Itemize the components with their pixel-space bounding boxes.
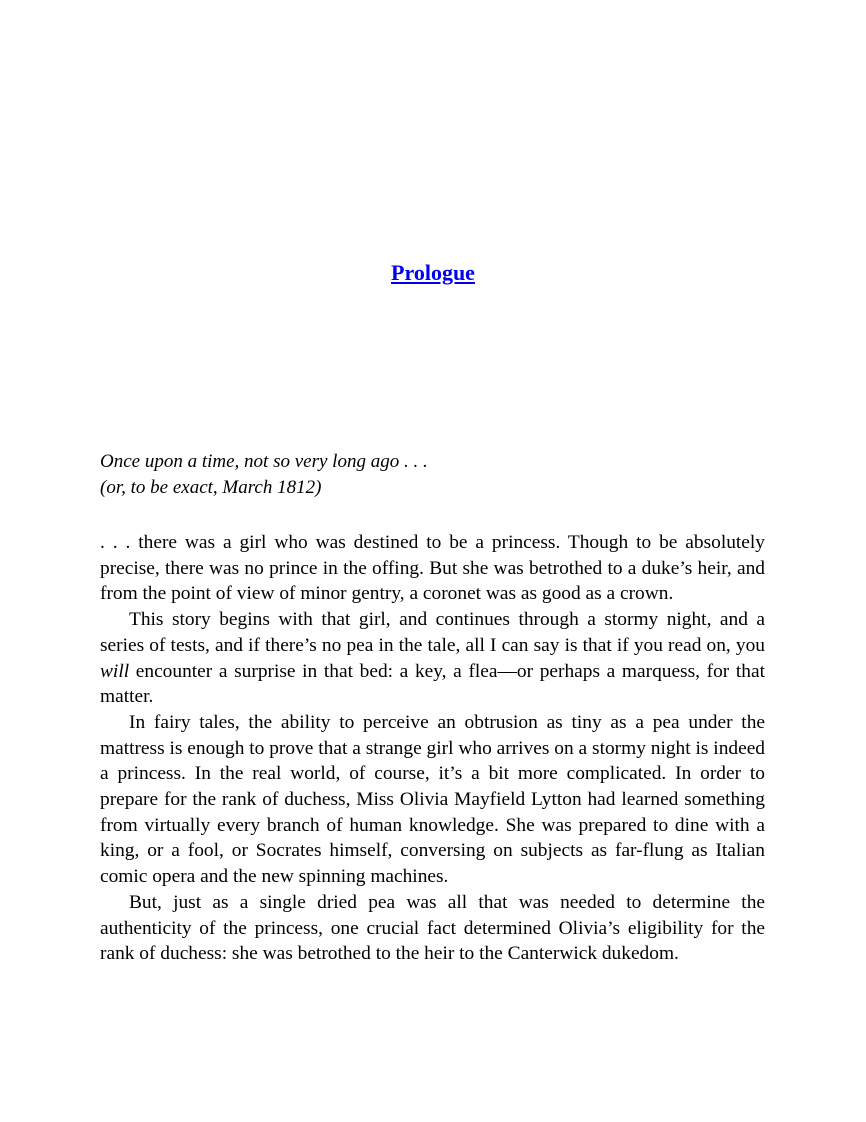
epigraph-line-2: (or, to be exact, March 1812): [100, 477, 322, 498]
paragraph-3: In fairy tales, the ability to perceive an obtrusion as tiny as a pea under the mattress is enough to prove that a strange girl who arrives on a stormy night is indeed a princess. In the real world, of course, it’s a bit more complicated. In order to prepare for the rank of duchess, Miss Olivia Mayfield Lytton had learned something from virtually every branch of human knowledge. She was prepared to dine with a king, or a fool, or Socrates himself, conversing on subjects as far-flung as Italian comic opera and the new spinning machines.: [100, 711, 765, 888]
paragraph-2: [100, 607, 765, 710]
prologue-body: [100, 530, 765, 967]
paragraph-2-emphasis: will: [100, 660, 130, 682]
paragraph-4: But, just as a single dried pea was all that was needed to determine the authenticity of the princess, one crucial fact determined Olivia’s eligibility for the rank of duchess: she was betrothed to the heir to the Canterwick dukedom.: [100, 891, 765, 965]
paragraph-2-start: This story begins with that girl, and continues through a stormy night, and a series of tests, and if there’s no pea in the tale, all I can say is that if you read on, you: [100, 609, 765, 656]
epigraph: [100, 449, 765, 501]
chapter-heading: [0, 259, 866, 287]
epigraph-line-1: Once upon a time, not so very long ago . . .: [100, 451, 428, 472]
paragraph-1: . . . there was a girl who was destined to be a princess. Though to be absolutely precise, there was no prince in the offing. But she was betrothed to a duke’s heir, and from the point of view of minor gentry, a coronet was as good as a crown.: [100, 532, 765, 605]
prologue-link[interactable]: Prologue: [391, 260, 475, 285]
paragraph-2-end: encounter a surprise in that bed: a key, a flea—or perhaps a marquess, for that matter.: [100, 660, 765, 708]
